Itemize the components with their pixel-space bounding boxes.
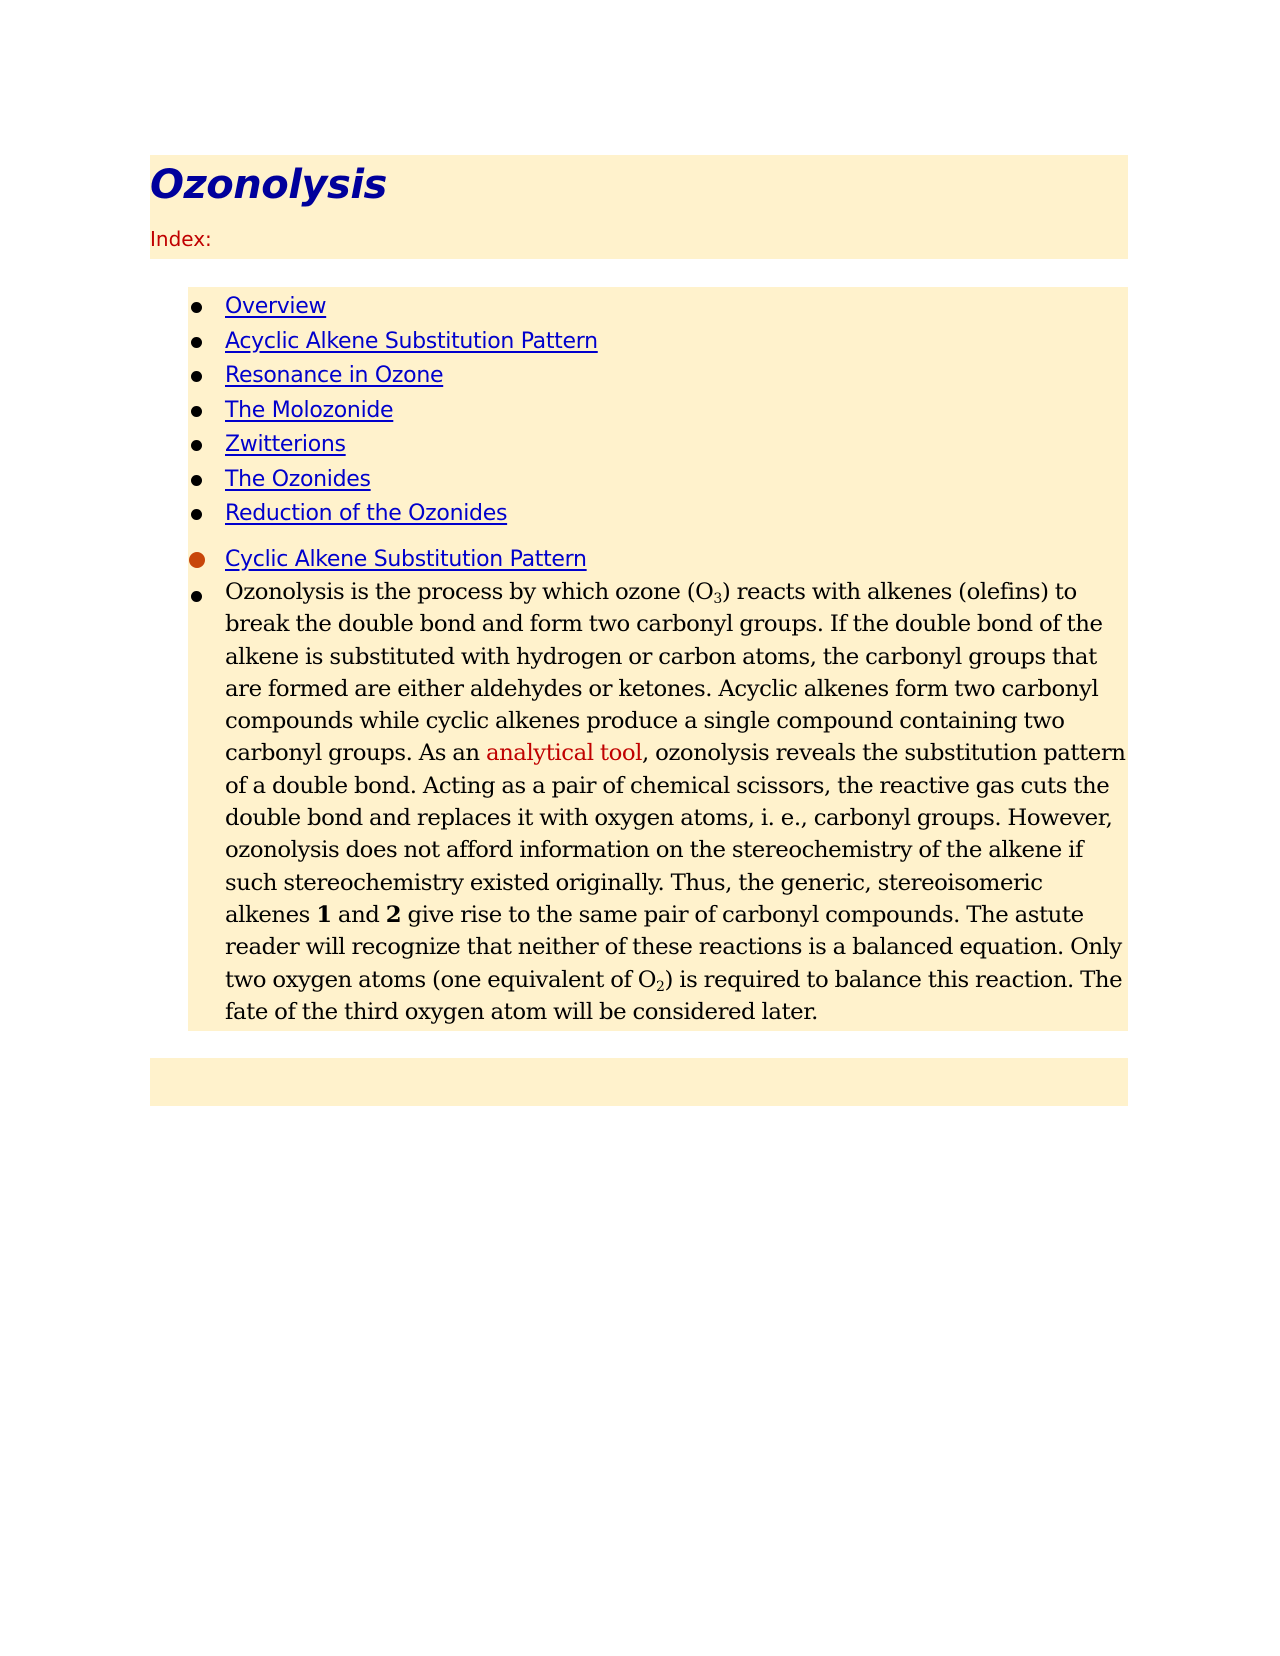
bullet-icon [191,509,202,520]
bullet-icon [191,406,202,417]
link-overview[interactable]: Overview [225,294,327,319]
compound-number-2: 2 [385,901,402,928]
index-item-resonance [188,359,1128,394]
link-cyclic-alkene-substitution-pattern[interactable]: Cyclic Alkene Substitution Pattern [225,546,587,572]
compound-number-1: 1 [316,901,332,928]
subscript-3: 3 [713,591,722,607]
bullet-icon [191,302,202,313]
analytical-tool-term: analytical tool [485,740,642,767]
subscript-2: 2 [656,978,665,995]
link-the-ozonides[interactable]: The Ozonides [225,466,371,492]
index-item-zwitterions [188,428,1128,463]
link-acyclic-alkene-substitution-pattern[interactable]: Acyclic Alkene Substitution Pattern [225,328,598,354]
footer-band [150,1058,1128,1106]
index-item-molozonide [188,394,1128,429]
link-reduction-of-the-ozonides[interactable]: Reduction of the Ozonides [225,501,508,526]
link-resonance-in-ozone[interactable]: Resonance in Ozone [225,363,444,388]
bullet-icon [191,591,202,602]
index-list [188,290,1128,577]
overview-paragraph: Ozonolysis is the process by which ozone $(O_3)$ reacts with alkenes (olefins) to break the double bond and form two carbonyl groups. If the double bond of the alkene is substituted with hydrogen or carbon atoms, the carbonyl groups that are formed are either aldehydes or ketones. Acyclic alkenes form two carbonyl compounds while cyclic alkenes produce a single compound containing two carbonyl groups. As an analytical tool, ozonolysis reveals the substitution pattern of a double bond. Acting as a pair of chemical scissors, the reactive gas cuts the double bond and replaces it with oxygen atoms, i. e., carbonyl groups. However, ozonolysis does not afford information on the stereochemistry of the alkene if such stereochemistry existed originally. Thus, the generic, stereoisomeric alkenes 1 and 2 give rise to the same pair of carbonyl compounds. The astute reader will recognize that neither of these reactions is a balanced equation. Only two oxygen atoms (one equivalent of $O_2$) is required to balance this reaction. The fate of the third oxygen atom will be considered later. [225,579,1126,1025]
link-zwitterions[interactable]: Zwitterions [225,432,346,457]
bullet-icon [191,440,202,451]
page-title: Ozonolysis [150,162,387,208]
index-item-reduction [188,497,1128,532]
index-item-ozonides [188,463,1128,498]
index-item-overview [188,290,1128,325]
bullet-icon [191,475,202,486]
bullet-icon [191,337,202,348]
overview-paragraph-item [188,576,1128,1028]
link-the-molozonide[interactable]: The Molozonide [225,397,394,423]
bullet-icon [191,371,202,382]
index-item-acyclic [188,325,1128,360]
index-item-cyclic [188,543,1128,578]
highlight-bullet-icon [189,552,205,568]
index-label: Index: [150,227,212,251]
